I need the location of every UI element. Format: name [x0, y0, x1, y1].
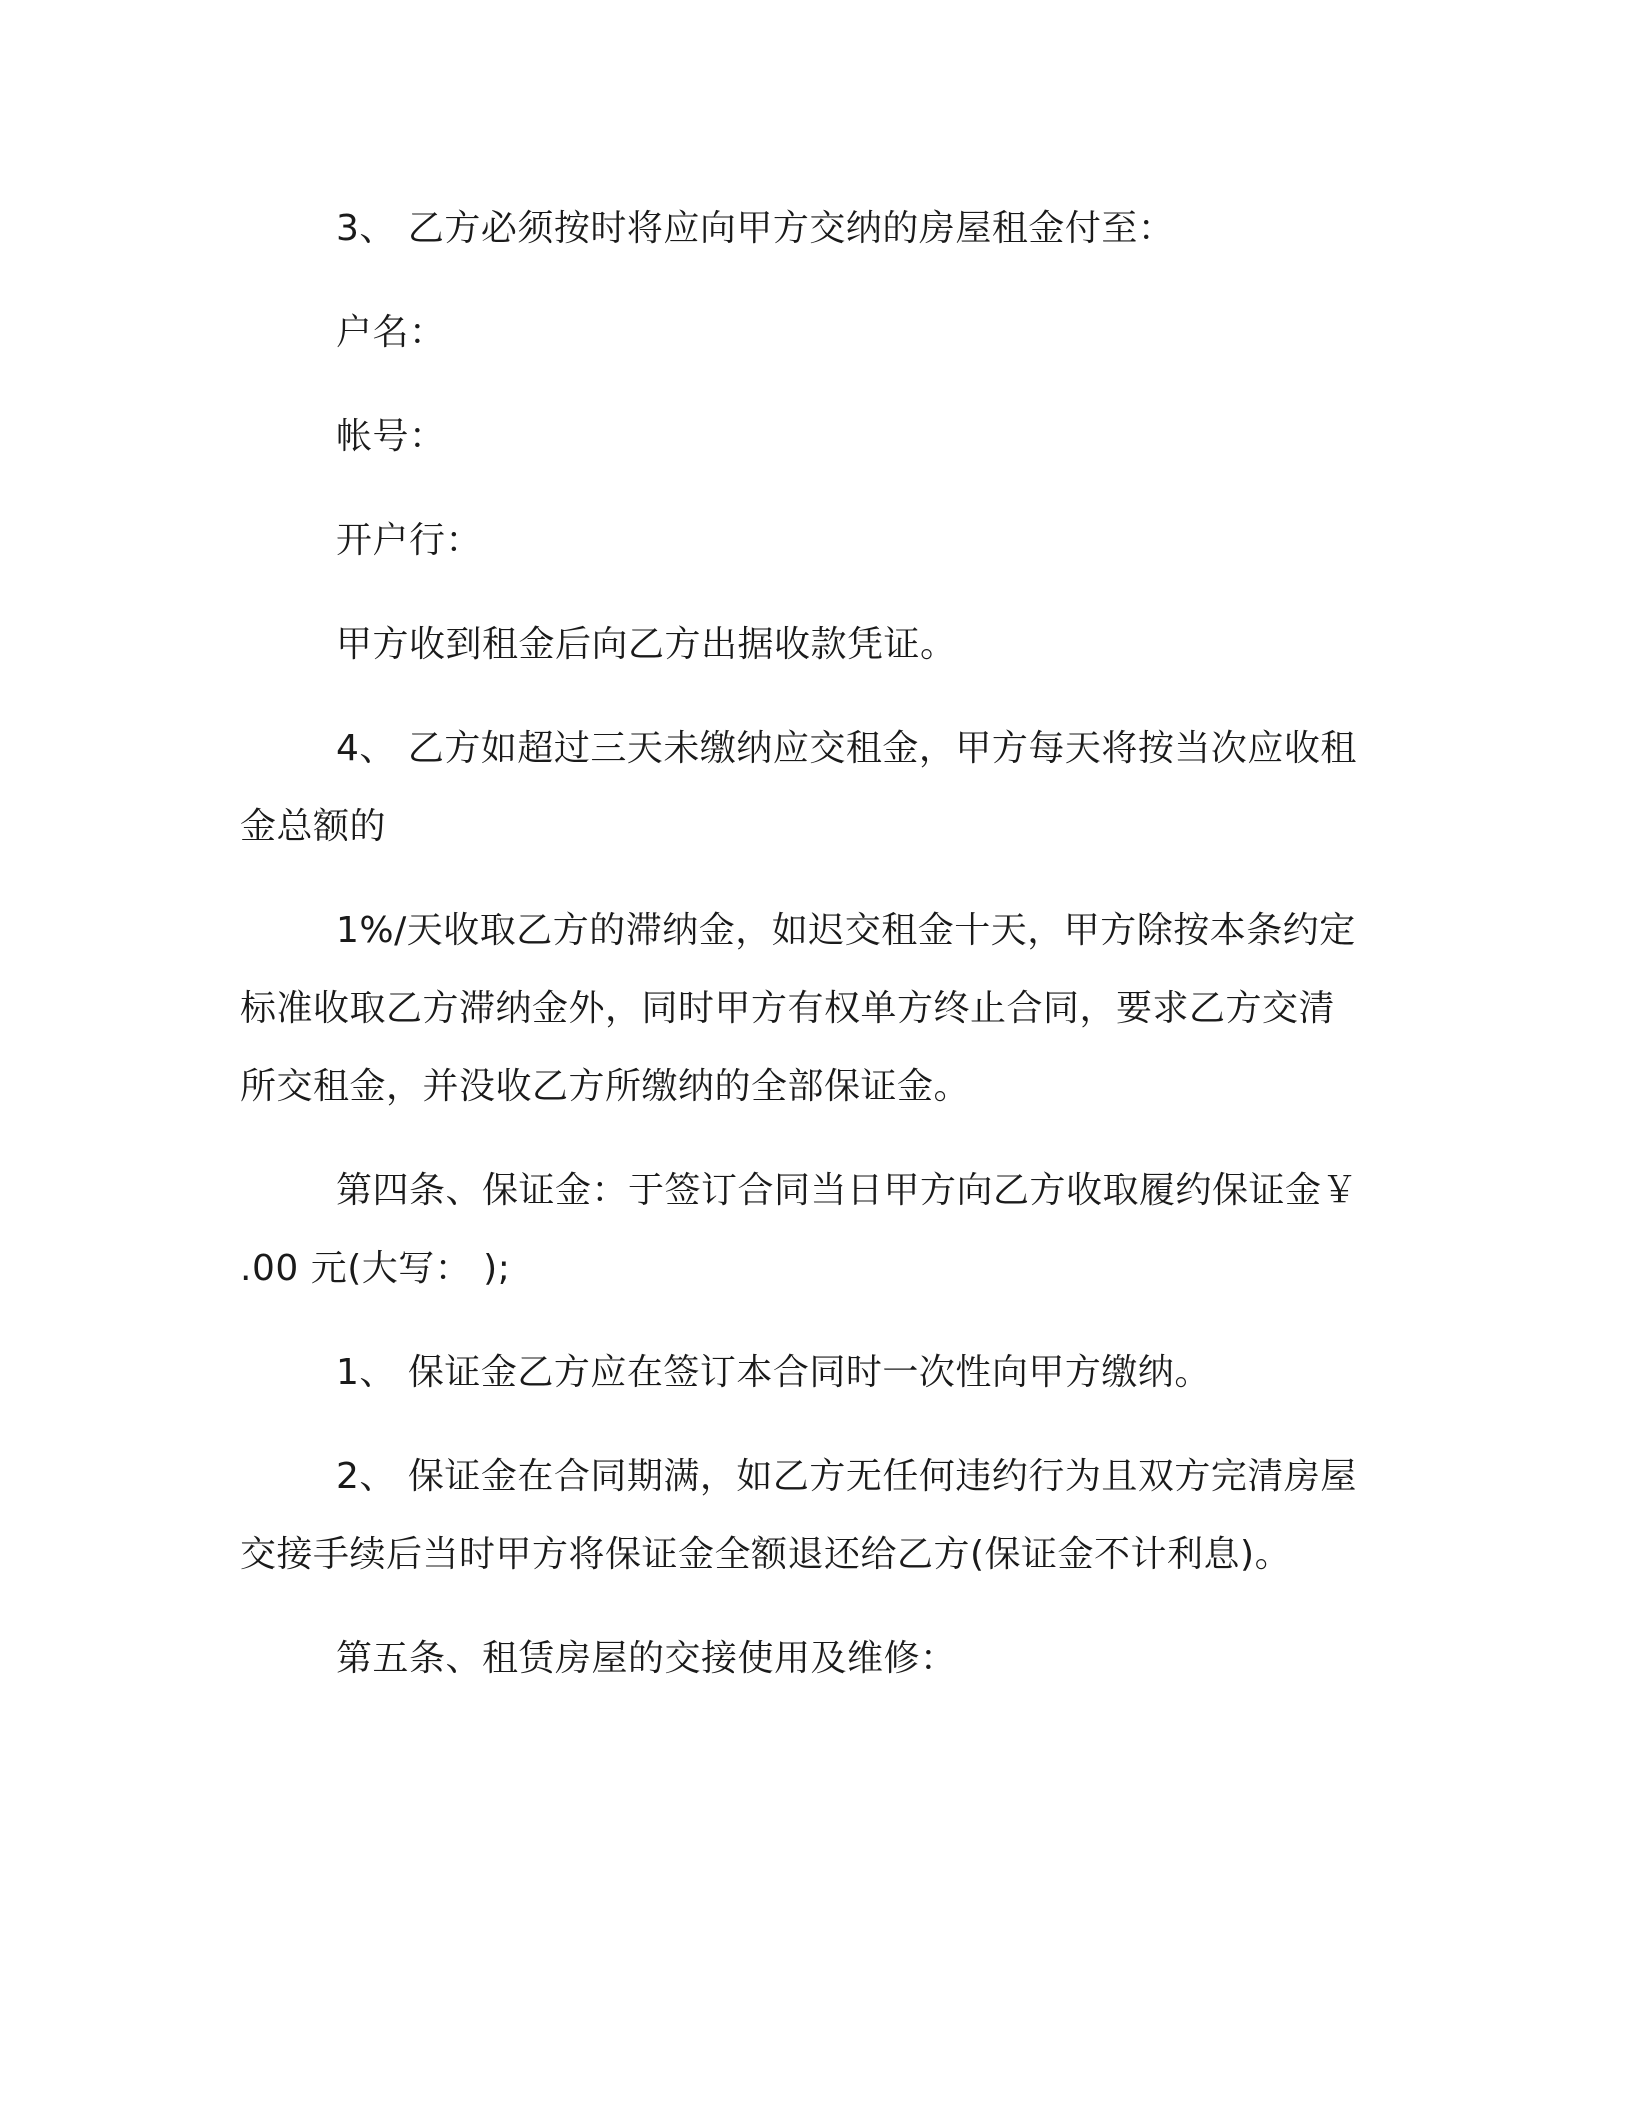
deposit-item-2: 2、 保证金在合同期满，如乙方无任何违约行为且双方完清房屋交接手续后当时甲方将保证金全额退还给乙方(保证金不计利息)。 — [240, 1456, 1357, 1575]
deposit-item-1: 1、 保证金乙方应在签订本合同时一次性向甲方缴纳。 — [336, 1352, 1211, 1393]
bank-line: 开户行： — [336, 520, 483, 561]
clause-4-late-payment: 4、 乙方如超过三天未缴纳应交租金，甲方每天将按当次应收租金总额的 — [240, 728, 1357, 847]
clause-3-payment-destination: 3、 乙方必须按时将应向甲方交纳的房屋租金付至： — [336, 208, 1175, 249]
article-5-heading: 第五条、租赁房屋的交接使用及维修： — [336, 1638, 957, 1679]
account-number-line: 帐号： — [336, 416, 446, 457]
receipt-paragraph: 甲方收到租金后向乙方出据收款凭证。 — [336, 624, 957, 665]
document-body — [240, 190, 1370, 1698]
article-4-deposit: 第四条、保证金：于签订合同当日甲方向乙方收取履约保证金￥ .00 元(大写： ); — [240, 1170, 1359, 1289]
account-name-line: 户名： — [336, 312, 446, 353]
late-fee-paragraph: 1%/天收取乙方的滞纳金，如迟交租金十天，甲方除按本条约定标准收取乙方滞纳金外，同时甲方有权单方终止合同，要求乙方交清所交租金，并没收乙方所缴纳的全部保证金。 — [240, 910, 1356, 1107]
